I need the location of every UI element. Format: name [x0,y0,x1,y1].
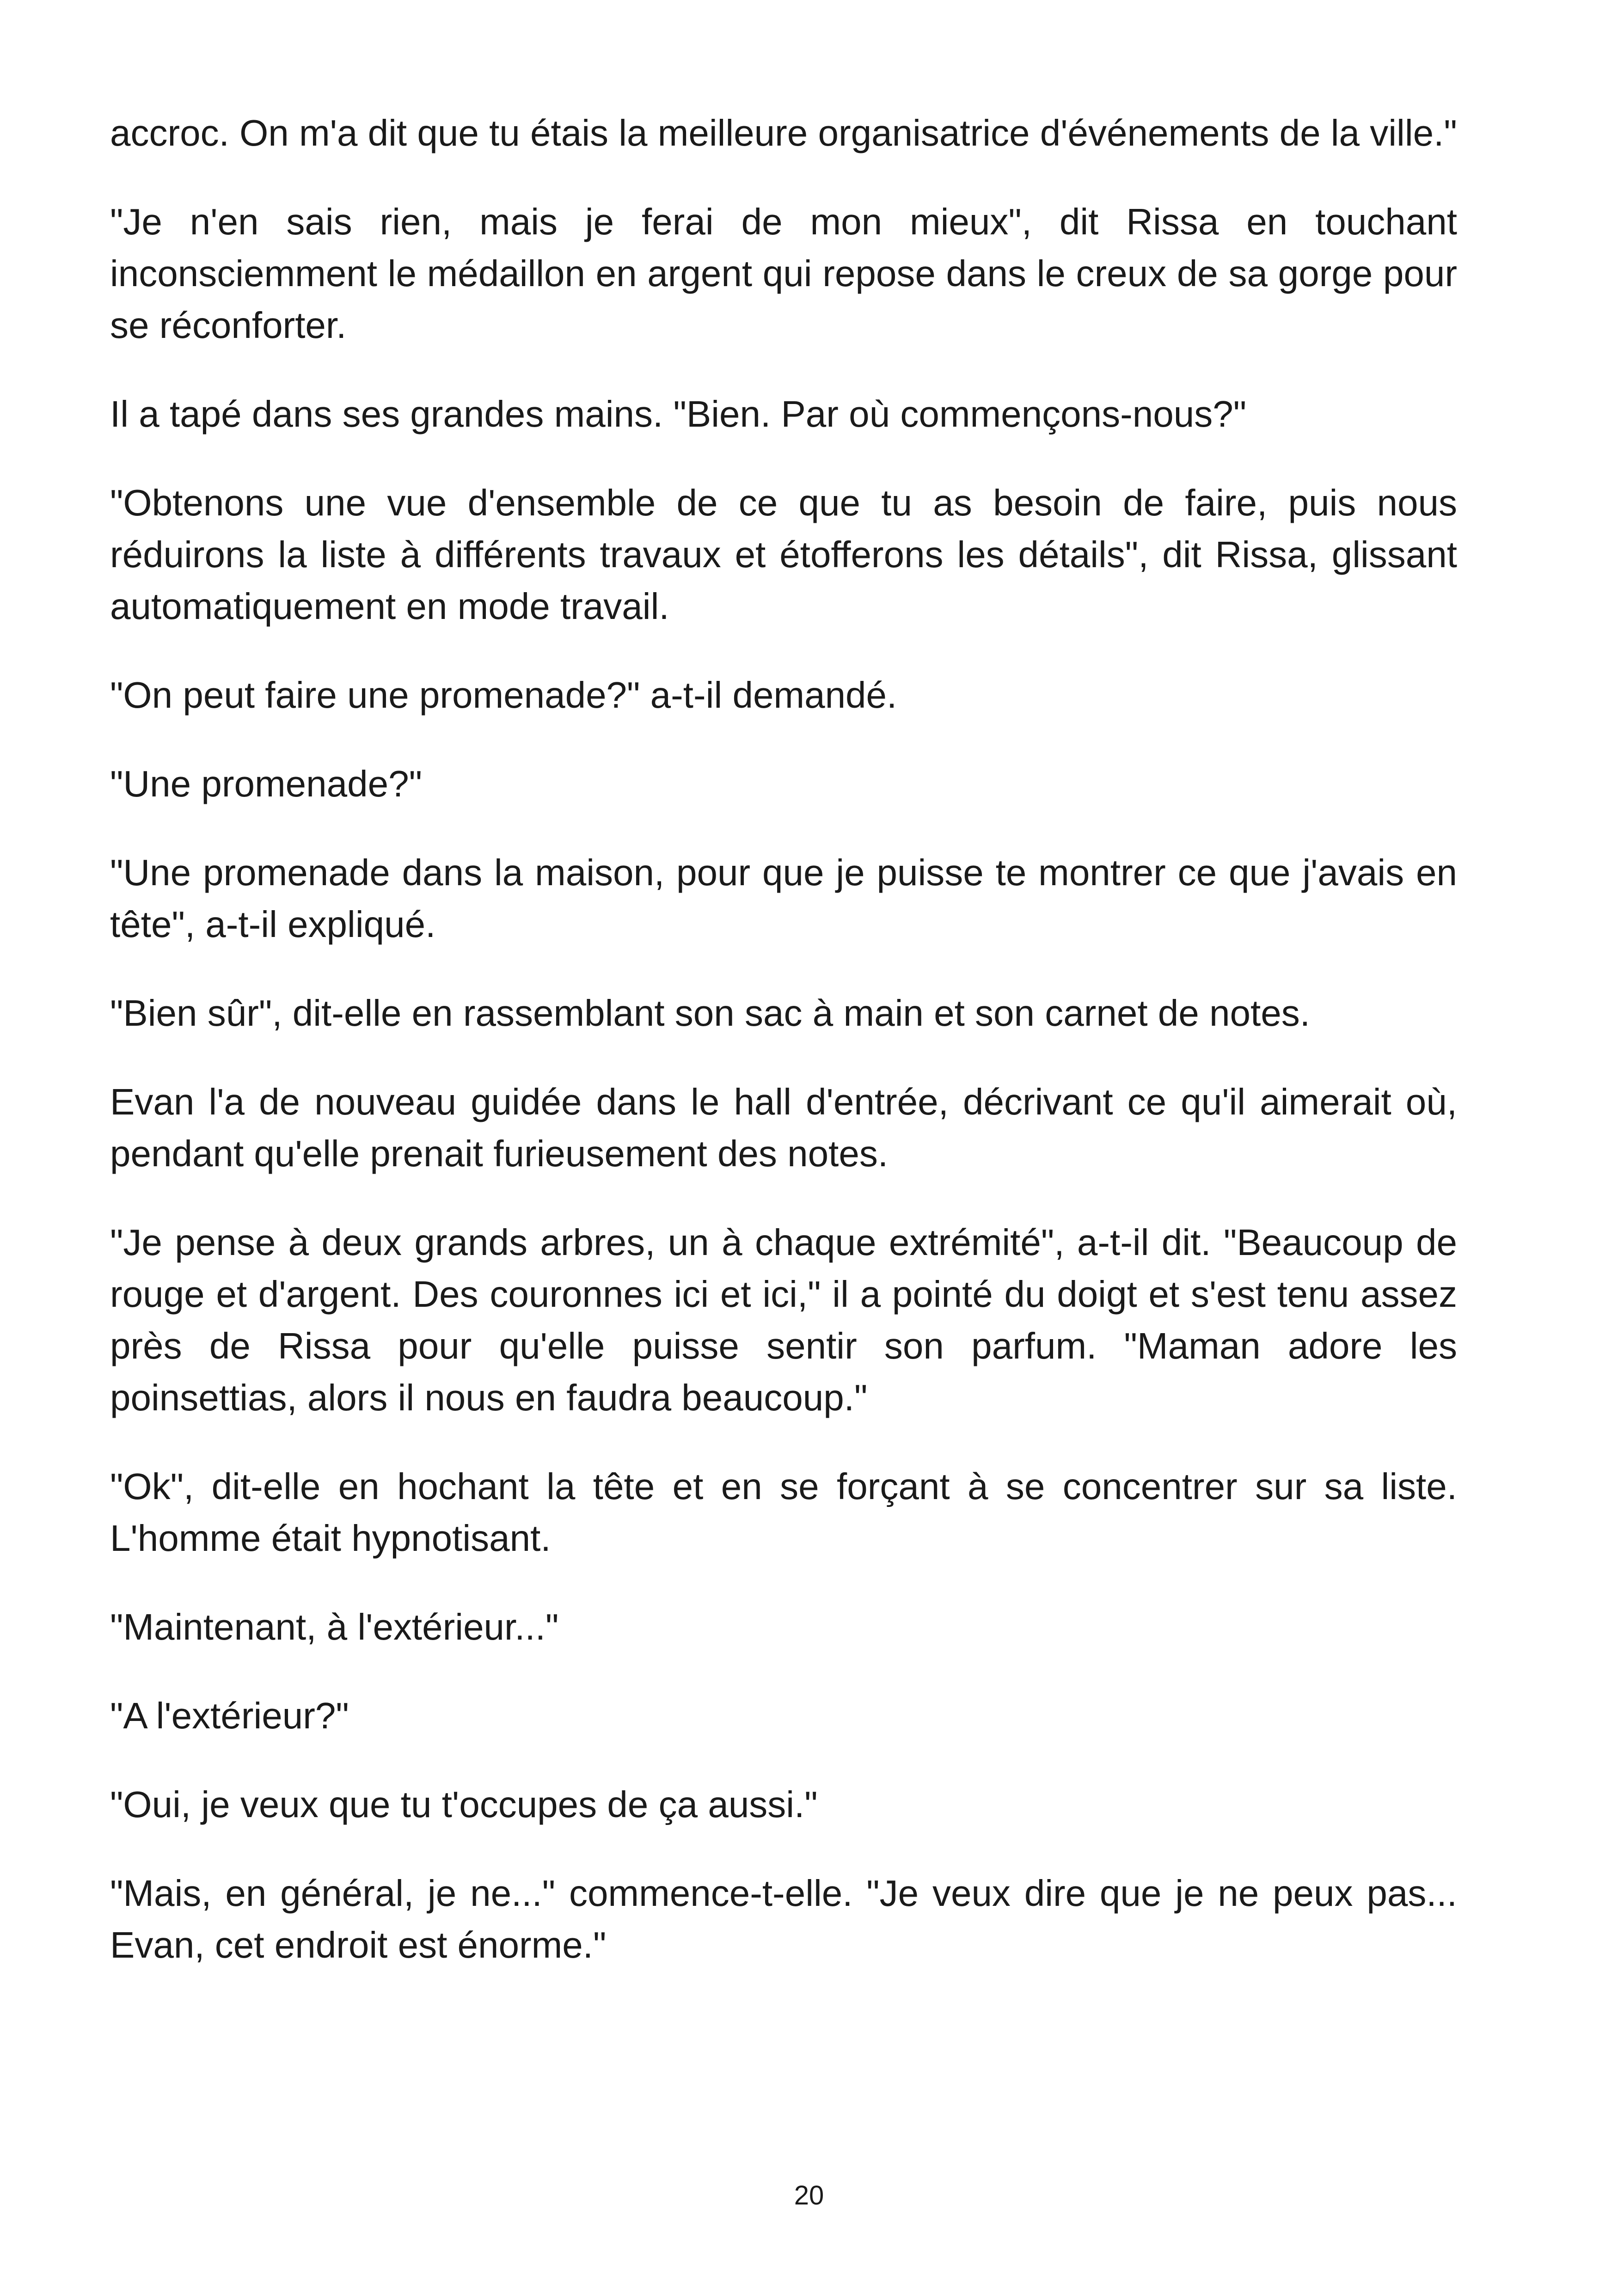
paragraph: "Bien sûr", dit-elle en rassemblant son sac à main et son carnet de notes. [110,992,1310,1034]
paragraph: Evan l'a de nouveau guidée dans le hall d'entrée, décrivant ce qu'il aimerait où, pendant qu'elle prenait furieusement des notes. [110,1081,1457,1174]
paragraph: "Une promenade dans la maison, pour que je puisse te montrer ce que j'avais en tête", a-t-il expliqué. [110,852,1457,945]
paragraph: Il a tapé dans ses grandes mains. "Bien. Par où commençons-nous?" [110,393,1247,435]
body-text [110,107,1457,2008]
paragraph: "Ok", dit-elle en hochant la tête et en se forçant à se concentrer sur sa liste. L'homme était hypnotisant. [110,1466,1457,1559]
paragraph: "Une promenade?" [110,763,422,804]
paragraph: "Je pense à deux grands arbres, un à chaque extrémité", a-t-il dit. "Beaucoup de rouge et d'argent. Des couronnes ici et ici," il a pointé du doigt et s'est tenu assez près de Rissa pour qu'elle puisse sentir son parfum. "Maman adore les poinsettias, alors il nous en faudra beaucoup." [110,1222,1457,1418]
paragraph: "A l'extérieur?" [110,1695,349,1736]
paragraph: "On peut faire une promenade?" a-t-il demandé. [110,674,897,716]
paragraph: "Maintenant, à l'extérieur..." [110,1606,559,1647]
paragraph: accroc. On m'a dit que tu étais la meilleure organisatrice d'événements de la ville." [110,112,1457,153]
page-number: 20 [794,2180,824,2210]
paragraph: "Je n'en sais rien, mais je ferai de mon mieux", dit Rissa en touchant inconsciemment le médaillon en argent qui repose dans le creux de sa gorge pour se réconforter. [110,201,1457,346]
paragraph: "Oui, je veux que tu t'occupes de ça aussi." [110,1784,818,1825]
paragraph: "Mais, en général, je ne..." commence-t-elle. "Je veux dire que je ne peux pas... Evan, cet endroit est énorme." [110,1873,1457,1965]
paragraph: "Obtenons une vue d'ensemble de ce que tu as besoin de faire, puis nous réduirons la liste à différents travaux et étofferons les détails", dit Rissa, glissant automatiquement en mode travail. [110,482,1457,627]
